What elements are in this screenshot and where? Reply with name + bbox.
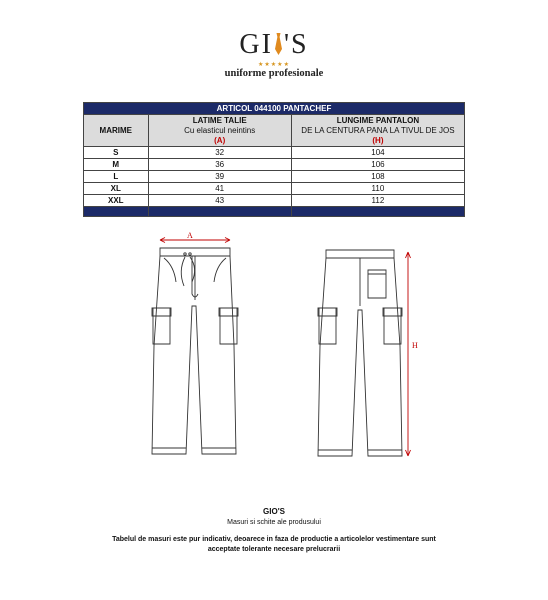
- logo-wordmark: GI 'S: [239, 29, 309, 60]
- header-waist-note: Cu elasticul neintins: [184, 125, 256, 135]
- front-view-sketch: [152, 238, 238, 455]
- table-row: XL 41 110: [84, 183, 465, 195]
- table-header-row: [84, 115, 465, 147]
- logo-stars: ★★★★★: [258, 62, 290, 68]
- footer-brand: GIO'S: [263, 507, 285, 516]
- label-h: H: [412, 341, 418, 350]
- header-length-note: DE LA CENTURA PANA LA TIVUL DE JOS: [301, 125, 455, 135]
- table-footer-row: [84, 207, 465, 217]
- tie-icon: [274, 33, 283, 55]
- table-title: ARTICOL 044100 PANTACHEF: [84, 103, 465, 115]
- pants-sketches: [140, 226, 430, 466]
- header-length: [291, 115, 464, 147]
- table-row: L 39 108: [84, 171, 465, 183]
- brand-logo: [0, 30, 548, 80]
- header-waist-title: LATIME TALIE: [192, 115, 247, 125]
- logo-tagline: uniforme profesionale: [224, 68, 324, 79]
- disclaimer-text: Tabelul de masuri este pur indicativ, deoarece in faza de productie a articolelor vestimentare sunt acceptate tolerante necesare prelucrarii: [112, 536, 436, 553]
- table-row: S 32 104: [84, 147, 465, 159]
- waist-measure: [160, 238, 230, 243]
- header-length-code: (H): [372, 135, 384, 145]
- size-chart-table: [83, 102, 465, 217]
- table-title-row: [84, 103, 465, 115]
- header-waist: [148, 115, 291, 147]
- header-waist-code: (A): [214, 135, 226, 145]
- label-a: A: [187, 231, 193, 240]
- header-length-title: LUNGIME PANTALON: [336, 115, 420, 125]
- back-view-sketch: [318, 250, 411, 456]
- header-size: MARIME: [84, 115, 149, 147]
- footer-subtitle: Masuri si schite ale produsului: [227, 519, 321, 526]
- length-measure: [406, 252, 411, 456]
- table-row: M 36 106: [84, 159, 465, 171]
- table-row: XXL 43 112: [84, 195, 465, 207]
